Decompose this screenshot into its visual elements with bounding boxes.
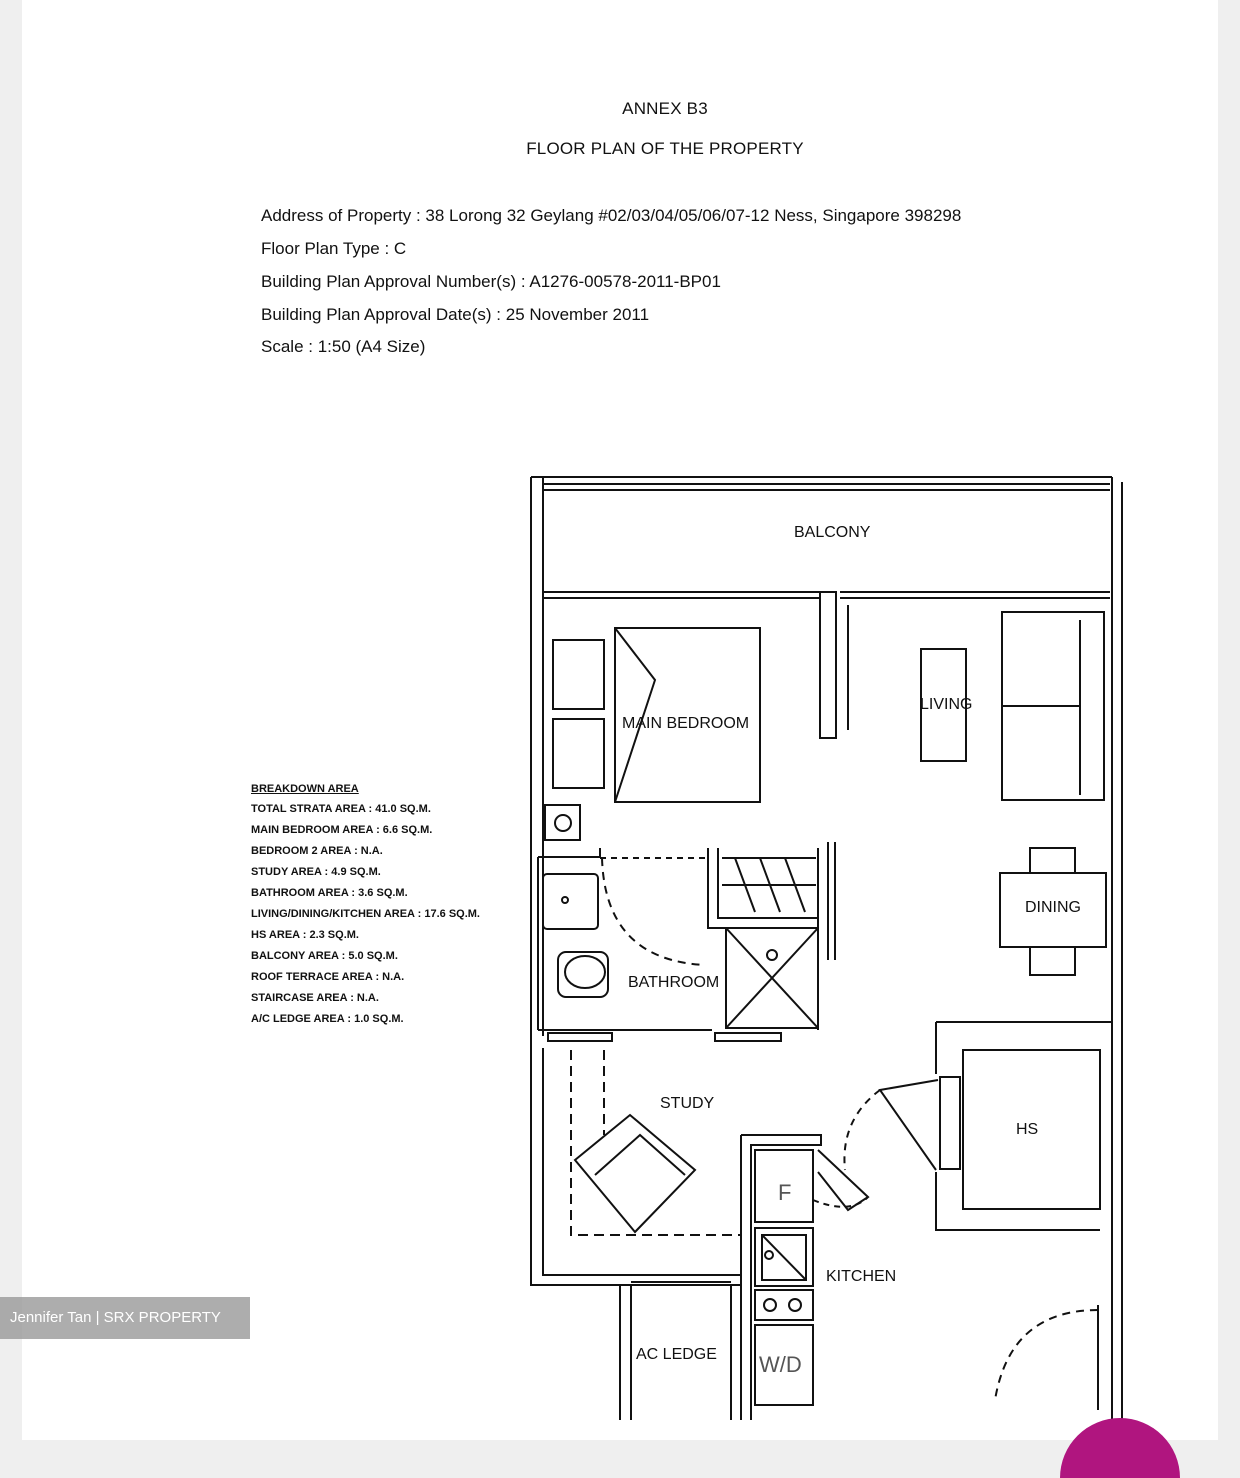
approval-date: Building Plan Approval Date(s) : 25 November 2011 bbox=[261, 305, 650, 324]
room-label-study: STUDY bbox=[660, 1095, 715, 1112]
wardrobe bbox=[553, 719, 604, 788]
room-label-bathroom: BATHROOM bbox=[628, 974, 720, 991]
breakdown-row: STAIRCASE AREA : N.A. bbox=[251, 992, 379, 1004]
plan-subtitle: FLOOR PLAN OF THE PROPERTY bbox=[526, 139, 804, 158]
floor-plan-type: Floor Plan Type : C bbox=[261, 239, 407, 258]
annex-title: ANNEX B3 bbox=[622, 99, 708, 118]
hs-door-swing bbox=[844, 1090, 880, 1170]
breakdown-row: ROOF TERRACE AREA : N.A. bbox=[251, 971, 405, 983]
door-sill bbox=[548, 1033, 612, 1041]
bathroom-door-swing bbox=[602, 858, 705, 965]
room-label-kitchen: KITCHEN bbox=[826, 1268, 897, 1285]
room-label-ac-ledge: AC LEDGE bbox=[636, 1346, 717, 1363]
fridge-label: F bbox=[778, 1180, 792, 1205]
plan-scale: Scale : 1:50 (A4 Size) bbox=[261, 337, 426, 356]
room-label-main-bedroom: MAIN BEDROOM bbox=[622, 715, 750, 732]
property-address: Address of Property : 38 Lorong 32 Geylang #02/03/04/05/06/07-12 Ness, Singapore 398298 bbox=[261, 206, 962, 225]
breakdown-row: LIVING/DINING/KITCHEN AREA : 17.6 SQ.M. bbox=[251, 908, 480, 920]
outer-wall-right bbox=[1112, 477, 1122, 1420]
breakdown-title: BREAKDOWN AREA bbox=[251, 783, 359, 795]
balcony-railing bbox=[543, 484, 1110, 490]
room-label-living: LIVING bbox=[920, 696, 973, 713]
breakdown-row: STUDY AREA : 4.9 SQ.M. bbox=[251, 866, 381, 878]
room-label-hs: HS bbox=[1016, 1121, 1039, 1138]
breakdown-row: BALCONY AREA : 5.0 SQ.M. bbox=[251, 950, 398, 962]
breakdown-row: TOTAL STRATA AREA : 41.0 SQ.M. bbox=[251, 803, 431, 815]
wardrobe bbox=[553, 640, 604, 709]
study-wall bbox=[531, 1036, 741, 1285]
study-chair bbox=[575, 1115, 695, 1232]
room-label-balcony: BALCONY bbox=[794, 524, 871, 541]
bathroom-partition bbox=[708, 848, 818, 928]
floor-trap bbox=[555, 815, 571, 831]
breakdown-row: A/C LEDGE AREA : 1.0 SQ.M. bbox=[251, 1013, 404, 1025]
breakdown-row: HS AREA : 2.3 SQ.M. bbox=[251, 929, 359, 941]
bedroom-partition-wall bbox=[820, 592, 836, 738]
agent-watermark: Jennifer Tan | SRX PROPERTY bbox=[0, 1297, 250, 1339]
bathroom-wall bbox=[538, 848, 712, 1030]
approval-number: Building Plan Approval Number(s) : A1276-00578-2011-BP01 bbox=[261, 272, 721, 291]
main-door-swing bbox=[995, 1310, 1098, 1400]
door-sill bbox=[715, 1033, 781, 1041]
room-label-dining: DINING bbox=[1025, 899, 1081, 916]
breakdown-row: BATHROOM AREA : 3.6 SQ.M. bbox=[251, 887, 408, 899]
breakdown-row: MAIN BEDROOM AREA : 6.6 SQ.M. bbox=[251, 824, 433, 836]
washer-dryer-label: W/D bbox=[759, 1352, 802, 1377]
wash-basin bbox=[543, 874, 598, 929]
wardrobe-hangers bbox=[722, 858, 816, 912]
breakdown-row: BEDROOM 2 AREA : N.A. bbox=[251, 845, 383, 857]
bathroom-wall-right bbox=[818, 842, 835, 1030]
outer-wall-top-left bbox=[531, 477, 1112, 1036]
